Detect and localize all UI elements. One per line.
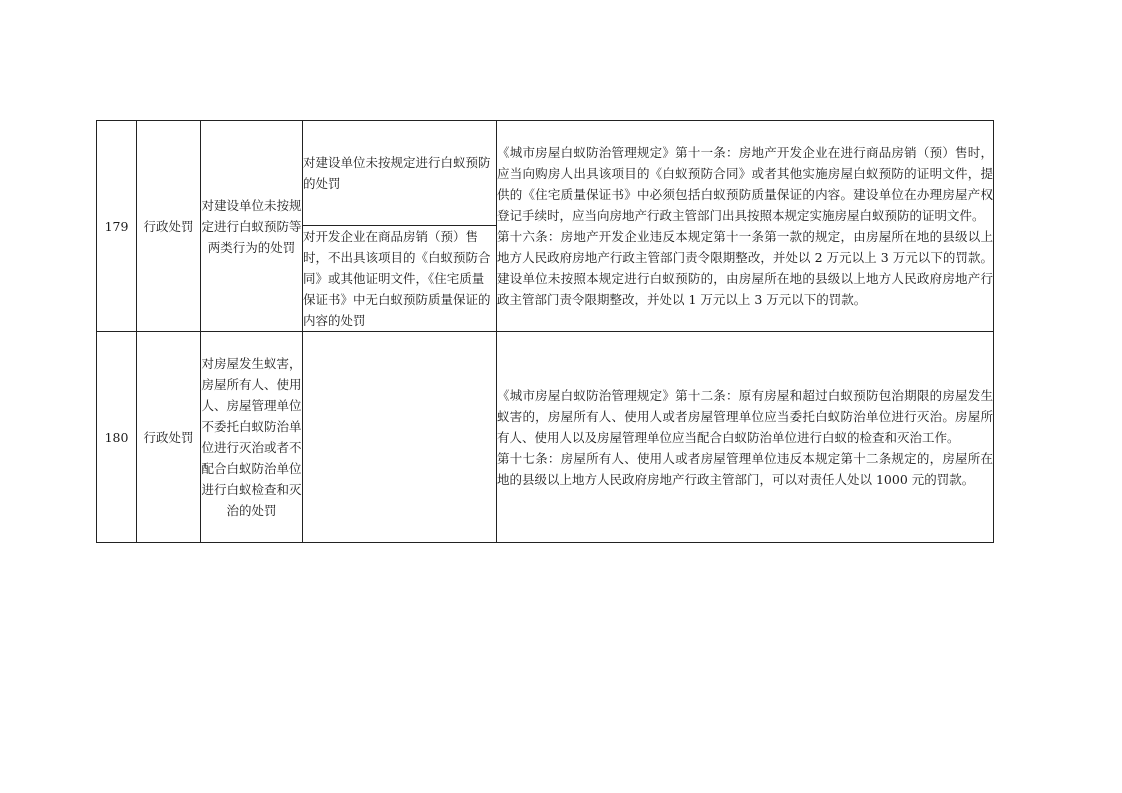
regulation-table bbox=[96, 120, 994, 543]
row-item: 对建设单位未按规定进行白蚁预防等两类行为的处罚 bbox=[201, 121, 303, 332]
row-item: 对房屋发生蚁害，房屋所有人、使用人、房屋管理单位不委托白蚁防治单位进行灭治或者不配合白蚁防治单位进行白蚁检查和灭治的处罚 bbox=[201, 332, 303, 543]
row-number: 180 bbox=[97, 332, 137, 543]
basis-paragraph: 第十六条：房地产开发企业违反本规定第十一条第一款的规定，由房屋所在地的县级以上地方人民政府房地产行政主管部门责令限期整改，并处以 2 万元以上 3 万元以下的罚款。建设单位未按照本规定进行白蚁预防的，由房屋所在地的县级以上地方人民政府房地产行政主管部门责令限期整改，并处以 1 万元以上 3 万元以下的罚款。 bbox=[497, 229, 993, 307]
basis-paragraph: 《城市房屋白蚁防治管理规定》第十二条：原有房屋和超过白蚁预防包治期限的房屋发生蚁害的，房屋所有人、使用人或者房屋管理单位应当委托白蚁防治单位进行灭治。房屋所有人、使用人以及房屋管理单位应当配合白蚁防治单位进行白蚁的检查和灭治工作。 bbox=[497, 387, 993, 445]
row-number: 179 bbox=[97, 121, 137, 332]
table-row bbox=[97, 121, 994, 226]
row-legal-basis bbox=[497, 332, 994, 543]
row-legal-basis bbox=[497, 121, 994, 332]
table-row bbox=[97, 332, 994, 543]
row-category: 行政处罚 bbox=[137, 332, 201, 543]
row-subitem bbox=[303, 332, 497, 543]
basis-paragraph: 第十七条：房屋所有人、使用人或者房屋管理单位违反本规定第十二条规定的，房屋所在地的县级以上地方人民政府房地产行政主管部门，可以对责任人处以 1000 元的罚款。 bbox=[497, 450, 993, 487]
basis-paragraph: 《城市房屋白蚁防治管理规定》第十一条：房地产开发企业在进行商品房销（预）售时，应当向购房人出具该项目的《白蚁预防合同》或者其他实施房屋白蚁预防的证明文件，提供的《住宅质量保证书》中必须包括白蚁预防质量保证的内容。建设单位在办理房屋产权登记手续时，应当向房地产行政主管部门出具按照本规定实施房屋白蚁预防的证明文件。 bbox=[497, 145, 993, 223]
row-subitem: 对建设单位未按规定进行白蚁预防的处罚 bbox=[303, 121, 497, 226]
row-subitem: 对开发企业在商品房销（预）售时，不出具该项目的《白蚁预防合同》或其他证明文件，《住宅质量保证书》中无白蚁预防质量保证的内容的处罚 bbox=[303, 226, 497, 332]
row-category: 行政处罚 bbox=[137, 121, 201, 332]
